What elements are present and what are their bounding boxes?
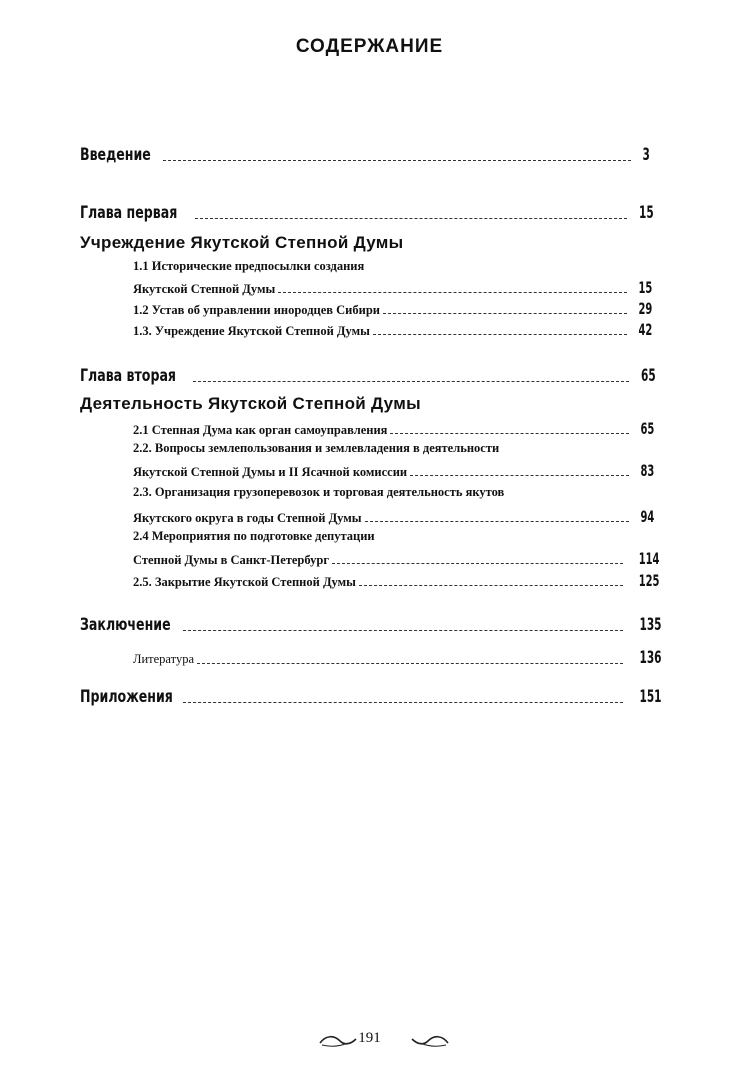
dot-leader — [195, 218, 627, 219]
toc-entry-intro — [80, 145, 650, 165]
toc-sub-entry — [133, 461, 655, 480]
toc-page: 3 — [642, 145, 650, 165]
toc-page: 136 — [639, 648, 662, 668]
toc-label: 1.3. Учреждение Якутской Степной Думы — [133, 324, 370, 338]
dot-leader — [410, 475, 629, 476]
toc-sub-line: 2.2. Вопросы землепользования и землевладения в деятельности — [133, 441, 500, 455]
toc-page: 42 — [638, 320, 653, 339]
chapter-1-heading: Учреждение Якутской Степной Думы — [80, 233, 404, 252]
toc-label: 2.1 Степная Дума как орган самоуправления — [133, 423, 388, 437]
toc-label: Якутской Степной Думы — [133, 282, 276, 296]
toc-sub-entry — [133, 320, 653, 339]
toc-page: 125 — [638, 571, 660, 590]
chapter-2-heading: Деятельность Якутской Степной Думы — [80, 394, 421, 413]
toc-sub-entry-literature — [133, 648, 662, 668]
dot-leader — [359, 585, 623, 586]
dot-leader — [278, 292, 627, 293]
toc-label: Якутского округа в годы Степной Думы — [133, 511, 362, 525]
toc-label: 1.2 Устав об управлении инородцев Сибири — [133, 303, 380, 317]
toc-label: Приложения — [80, 687, 173, 707]
toc-entry-chapter-1 — [80, 203, 654, 223]
toc-sub-entry — [133, 278, 653, 297]
toc-page: 15 — [638, 278, 653, 297]
toc-page: 135 — [639, 615, 662, 635]
toc-page: 65 — [640, 366, 656, 386]
dot-leader — [332, 563, 623, 564]
dot-leader — [365, 521, 629, 522]
dot-leader — [183, 702, 623, 703]
toc-entry-appendix — [80, 687, 662, 707]
footer-page-number: 191 — [358, 1030, 381, 1046]
toc-sub-entry — [133, 299, 653, 318]
toc-sub-entry — [133, 549, 660, 568]
dot-leader — [197, 663, 623, 664]
toc-page: 94 — [640, 507, 655, 526]
toc-label: Заключение — [80, 615, 171, 635]
toc-page: 83 — [640, 461, 655, 480]
toc-label: Якутской Степной Думы и II Ясачной комиссии — [133, 465, 408, 479]
page-title: СОДЕРЖАНИЕ — [295, 36, 444, 57]
toc-page: 114 — [638, 549, 660, 568]
toc-sub-line: 1.1 Исторические предпосылки создания — [133, 259, 365, 273]
toc-label: Глава вторая — [80, 366, 177, 386]
dot-leader — [193, 381, 629, 382]
toc-page: 29 — [638, 299, 653, 318]
toc-page: 151 — [639, 687, 662, 707]
dot-leader — [373, 334, 627, 335]
toc-page: 15 — [638, 203, 654, 223]
toc-sub-line: 2.3. Организация грузоперевозок и торговая деятельность якутов — [133, 485, 505, 499]
toc-sub-entry — [133, 419, 655, 438]
dot-leader — [390, 433, 629, 434]
toc-sub-line: 2.4 Мероприятия по подготовке депутации — [133, 529, 375, 543]
dot-leader — [183, 630, 623, 631]
toc-page: 65 — [640, 419, 655, 438]
toc-entry-chapter-2 — [80, 366, 656, 386]
dot-leader — [383, 313, 627, 314]
toc-label: Введение — [80, 145, 151, 165]
dot-leader — [163, 160, 631, 161]
toc-label: Глава первая — [80, 203, 178, 223]
toc-label: Степной Думы в Санкт-Петербург — [133, 553, 330, 567]
toc-entry-conclusion — [80, 615, 662, 635]
toc-sub-entry — [133, 571, 660, 590]
toc-label: 2.5. Закрытие Якутской Степной Думы — [133, 575, 356, 589]
toc-label: Литература — [133, 652, 194, 666]
right-ornament-icon — [410, 1033, 450, 1049]
toc-sub-entry — [133, 507, 655, 526]
